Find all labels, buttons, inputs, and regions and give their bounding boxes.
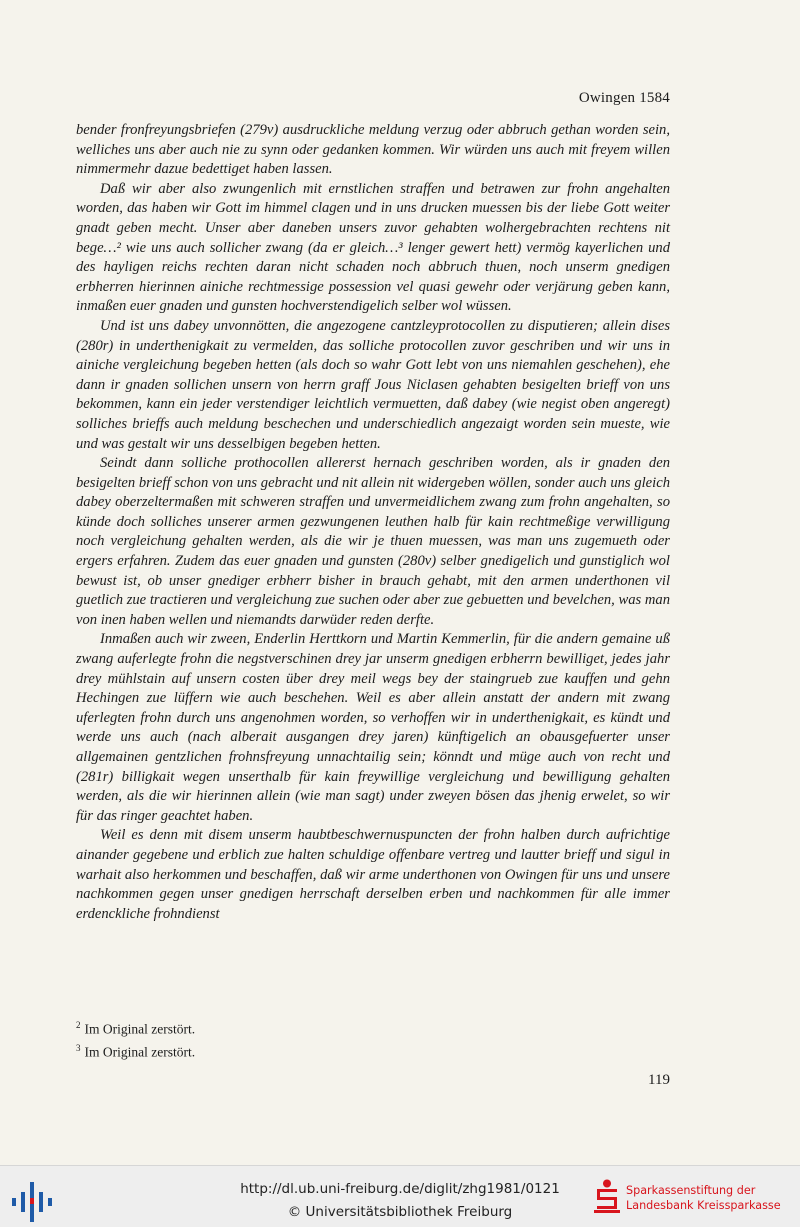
- viewer-footer: [0, 1165, 800, 1227]
- sparkasse-logo-icon: [594, 1179, 620, 1213]
- footnote: [76, 1039, 670, 1062]
- footnotes: [76, 1016, 670, 1062]
- sponsor-name: [626, 1183, 800, 1213]
- paragraph: Seindt dann solliche prothocollen allererst hernach geschriben worden, als ir gnaden den besigelten brieff schon von uns gebracht und nit allein nit widergeben wöllen, sonder auch uns gleich dabey oberzeltermaßen mit schweren straffen und unvermeidlichem zwang zum frohn angehalten, so künde doch solliches unserer armen gezwungenen leuthen halb für kain rechtmeßige verwilligung noch vergleichung gehalten werden, als die wir je thuen muessen, was man uns zugemueth oder ergers erfahren. Zudem das euer gnaden und gunsten (280v) selber gnedigelich und gunstiglich wol bewust ist, ob unser gnediger erbherr bisher in brauch gehabt, mit den armen underthonen vil guetlich zue tractieren und vergleichung zue suchen oder aber zue gebuetten und bevelchen, was man von inen haben wellen und niemandts darwüder reden derfte.: [76, 455, 670, 628]
- body-text: [76, 121, 670, 924]
- paragraph: Weil es denn mit disem unserm haubtbeschwernuspuncten der frohn halben durch aufrichtige ainander gegebene und erblich zue halten schuldige offenbare vertreg und lautter brieff und sigul in warhait also herkommen und beschaffen, daß wir arme underthonen von Owingen für uns und unsere nachkommen gegen unser gnedigen herrschaft derselben erben und nachkommen für alle immer erdenckliche frohndienst: [76, 827, 670, 922]
- paragraph: Und ist uns dabey unvonnötten, die angezogene cantzleyprotocollen zu disputieren; allein dises (280r) in underthenigkait zu vermelden, das solliche protocollen zuvor geschriben und wir uns in ainiche vergleichung begeben hetten (als doch so wahr Gott lebt von uns niemahlen geschehen), ehe dann ir gnaden sollichen unsern von herrn graff Jous Niclasen gehabten besigelten brieff von uns bekommen, kann ein jeder verstendiger leichtlich vermuetten, daß dabey (wie negist oben angeregt) solliches brieffs auch meldung beschechen und underschiedlich angezaigt worden sein mueste, wie und was gestalt wir uns desselbigen begeben hetten.: [76, 317, 670, 452]
- copyright-notice: © Universitätsbibliothek Freiburg: [287, 1204, 513, 1220]
- footnote-text: Im Original zerstört.: [84, 1021, 196, 1037]
- permalink-link[interactable]: http://dl.ub.uni-freiburg.de/diglit/zhg1981/0121: [240, 1181, 560, 1197]
- paragraph: Inmaßen auch wir zween, Enderlin Herttkorn und Martin Kemmerlin, für die andern gemaine uß zwang auferlegte frohn die negstverschinen drey jar unserm gnedigen erbherrn bewilliget, jedes jahr drey mühlstain auf unsern costen über drey meil wegs bey der staingrueb zue kauffen und gehn Hechingen zue lüffern wie auch beschehen. Weil es aber allein anstatt der andern mit zwang uferlegten frohn durch uns angenohmen worden, so verhoffen wir in underthenigkait, es kündt und werde uns auch (nach alberait ausgangen drey jaren) künftigelich an obausgefuerter unser allgemainen gentzlichen frohnsfreyung unnachtailig sein; könndt und müge auch von recht und (281r) billigkait wegen unserthalb für kain freywillige vergleichung und bewilligung gehalten werden, als die wir hierinnen allein (wie man sagt) under zweyen bösen das jhenig erwelet, so wir für das ringer geachtet haben.: [76, 631, 670, 824]
- running-title: Owingen 1584: [578, 90, 670, 106]
- sponsor-line: Landesbank Kreissparkasse: [626, 1199, 781, 1212]
- footnote-mark: 3: [76, 1043, 81, 1053]
- sponsor-line: Sparkassenstiftung der: [626, 1184, 756, 1197]
- footnote-mark: 2: [76, 1020, 81, 1030]
- footnote-text: Im Original zerstört.: [84, 1044, 196, 1060]
- paragraph: Daß wir aber also zwungenlich mit ernstlichen straffen und betrawen zur frohn angehalten worden, das haben wir Gott im himmel clagen und in uns drucken muessen bis der liebe Gott weiter gnadt geben mecht. Unser aber daneben unsers zuvor gehabten wolhergebrachten rechtens nit bege…² wie uns auch sollicher zwang (da er gleich…³ lenger gewert hett) vermög kayerlichen und des hayligen reichs rechten daran nicht schaden noch abbruch thuen, noch unserm gnedigen erbherren hierinnen ainiche rechtmessige possession vel quasi gewehr oder verjärung geben kann, inmaßen euer gnaden und gunsten hochverstendigelich selber wol wüssen.: [76, 180, 670, 315]
- page-number: 119: [648, 1072, 670, 1088]
- paragraph: bender fronfreyungsbriefen (279v) ausdruckliche meldung verzug oder abbruch gethan worden sein, welliches uns aber auch nie zu synn oder gedanken kommen. Wir würden uns auch mit freyem willen nimmermehr dazue bedettiget haben lassen.: [76, 122, 670, 178]
- footnote: [76, 1016, 670, 1039]
